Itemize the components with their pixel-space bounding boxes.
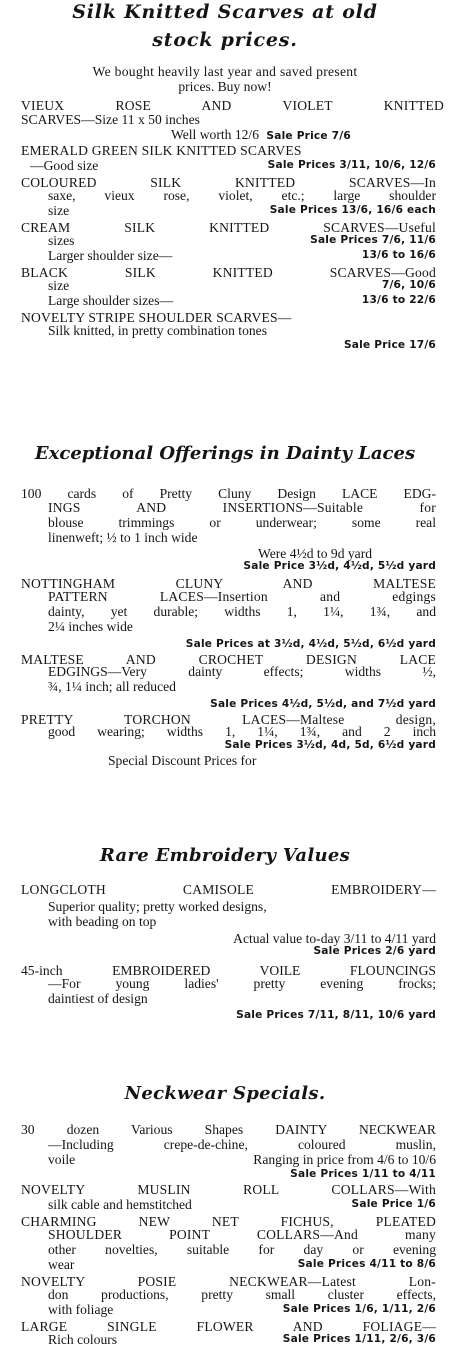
item-title-line-2: PATTERN LACES—Insertion and edgings xyxy=(48,589,436,604)
item-description: —Including crepe-de-chine, coloured muslin, xyxy=(48,1137,436,1152)
sale-price-larger: 13/6 to 16/6 xyxy=(361,249,436,261)
item-price-line xyxy=(0,637,450,652)
item-title: CREAM SILK KNITTED SCARVES—Useful xyxy=(21,220,436,235)
item-price-line xyxy=(0,1008,450,1023)
sale-price: Sale Prices 7/11, 8/11, 10/6 yard xyxy=(236,1009,436,1021)
item-description-text: silk cable and hemstitched xyxy=(48,1197,192,1212)
scarves-intro: We bought heavily last year and saved present xyxy=(92,64,358,79)
item-title: LARGE SINGLE FLOWER AND FOLIAGE— xyxy=(21,1319,436,1334)
sale-price: Sale Prices 13/6, 16/6 each xyxy=(269,204,436,216)
item-width: ¾, 1¼ inch; all reduced xyxy=(48,679,176,694)
sale-price: Sale Prices 1/11, 2/6, 3/6 xyxy=(282,1333,436,1345)
item-title: CHARMING NEW NET FICHUS, PLEATED xyxy=(21,1214,436,1229)
item-description: dainty, yet durable; widths 1, 1¼, 1¾, and xyxy=(48,604,436,619)
item-fabric: voile xyxy=(48,1152,76,1167)
item-description: —For young ladies' pretty evening frocks; xyxy=(48,976,436,991)
lace-item-cluny-cards xyxy=(0,466,450,572)
item-description-line-2 xyxy=(48,1152,450,1167)
item-price-line xyxy=(0,697,450,712)
item-description-text: wear xyxy=(48,1257,75,1272)
item-title: NOVELTY POSIE NECKWEAR—Latest Lon- xyxy=(21,1274,436,1289)
neckwear-item-dainty xyxy=(0,1106,450,1180)
item-price-line xyxy=(0,338,450,353)
item-title: BLACK SILK KNITTED SCARVES—Good xyxy=(21,265,436,280)
item-title: MALTESE AND CROCHET DESIGN LACE xyxy=(21,652,436,667)
item-description-line-2 xyxy=(48,1302,450,1317)
item-was-price: Were 4½d to 9d yard xyxy=(258,546,373,561)
sale-price: Sale Prices 1/11 to 4/11 xyxy=(290,1168,436,1180)
embroidery-section xyxy=(0,844,450,1021)
item-worth-text: Well worth 12/6 xyxy=(171,127,260,142)
neckwear-section xyxy=(0,1082,450,1347)
sale-price: Sale Prices 3/11, 10/6, 12/6 xyxy=(267,159,436,171)
item-title: EMERALD GREEN SILK KNITTED SCARVES xyxy=(21,143,302,158)
laces-heading: Exceptional Offerings in Dainty Laces xyxy=(34,443,416,464)
sale-price: Sale Price 17/6 xyxy=(343,339,436,351)
embroidery-heading: Rare Embroidery Values xyxy=(99,845,351,866)
item-description: Superior quality; pretty worked designs, xyxy=(48,899,267,914)
scarves-heading: Silk Knitted Scarves at old xyxy=(72,1,378,23)
embroidery-item-camisole xyxy=(0,868,450,957)
item-title: VIEUX ROSE AND VIOLET KNITTED xyxy=(21,98,444,113)
item-description-line-2 xyxy=(48,1257,450,1272)
item-description xyxy=(48,1332,450,1347)
item-title: PRETTY TORCHON LACES—Maltese design, xyxy=(21,712,436,727)
scarves-intro-line-2: prices. Buy now! xyxy=(178,79,272,94)
sale-price: Sale Price 7/6 xyxy=(266,130,351,142)
item-title: 100 cards of Pretty Cluny Design LACE EDG- xyxy=(21,486,436,501)
scarves-section xyxy=(0,0,450,351)
sale-price: Sale Prices 1/6, 1/11, 2/6 xyxy=(282,1303,436,1315)
scarves-heading-line-2: stock prices. xyxy=(152,29,298,51)
item-description-text: —Good size xyxy=(30,158,99,173)
sale-price: Sale Price 1/6 xyxy=(351,1198,436,1210)
item-price-line xyxy=(0,738,450,753)
item-description-text: Rich colours xyxy=(48,1332,118,1347)
item-size-text: size xyxy=(48,278,70,293)
item-price-line xyxy=(0,944,450,959)
laces-section xyxy=(0,442,450,768)
item-description: Silk knitted, in pretty combination tones xyxy=(48,323,267,338)
sale-price: Sale Prices 2/6 yard xyxy=(313,945,436,957)
item-size xyxy=(48,278,450,293)
item-larger-size-text: Larger shoulder size— xyxy=(48,248,173,263)
item-title-line-2: INGS AND INSERTIONS—Suitable for xyxy=(48,500,436,515)
item-description xyxy=(48,1197,450,1212)
sale-price: Sale Prices at 3½d, 4½d, 5½d, 6½d yard xyxy=(185,638,436,650)
sale-price: Sale Prices 4/11 to 8/6 xyxy=(297,1258,436,1270)
item-width: linenweft; ½ to 1 inch wide xyxy=(48,530,198,545)
item-larger-size xyxy=(48,293,450,308)
item-size xyxy=(48,233,450,248)
item-actual-value: Actual value to-day 3/11 to 4/11 yard xyxy=(233,931,436,946)
item-title: NOVELTY MUSLIN ROLL COLLARS—With xyxy=(21,1182,436,1197)
item-description: SCARVES—Size 11 x 50 inches xyxy=(21,112,200,127)
item-description-line-2: daintiest of design xyxy=(48,991,148,1006)
item-title: 45-inch EMBROIDERED VOILE FLOUNCINGS xyxy=(21,963,436,978)
sale-price: Sale Prices 3½d, 4d, 5d, 6½d yard xyxy=(224,739,436,751)
item-description-text: with foliage xyxy=(48,1302,114,1317)
sale-price: Sale Prices 4½d, 5½d, and 7½d yard xyxy=(210,698,436,710)
item-description: don productions, pretty small cluster effects, xyxy=(48,1287,436,1302)
sale-price: 7/6, 10/6 xyxy=(381,279,436,291)
item-title: 30 dozen Various Shapes DAINTY NECKWEAR xyxy=(21,1122,436,1137)
item-worth xyxy=(171,127,450,144)
item-larger-size xyxy=(48,248,450,263)
item-price-line xyxy=(0,559,450,574)
item-size xyxy=(48,203,450,218)
item-size-text: size xyxy=(48,203,70,218)
neckwear-heading: Neckwear Specials. xyxy=(124,1083,326,1104)
item-description xyxy=(30,158,450,173)
item-description: EDGINGS—Very dainty effects; widths ½, xyxy=(48,664,436,679)
item-title-line-2: SHOULDER POINT COLLARS—And many xyxy=(48,1227,436,1242)
item-width: 2¼ inches wide xyxy=(48,619,133,634)
item-description: good wearing; widths 1, 1¼, 1¾, and 2 inch xyxy=(48,724,436,739)
sale-price: Sale Prices 7/6, 11/6 xyxy=(310,234,436,246)
item-price-line xyxy=(0,1167,450,1182)
item-description: saxe, vieux rose, violet, etc.; large shoulder xyxy=(48,188,436,203)
item-title: LONGCLOTH CAMISOLE EMBROIDERY— xyxy=(21,882,436,897)
item-size-text: sizes xyxy=(48,233,75,248)
sale-price: Sale Price 3½d, 4½d, 5½d yard xyxy=(243,560,436,572)
item-discount-note: Special Discount Prices for xyxy=(108,753,257,768)
item-description: other novelties, suitable for day or evening xyxy=(48,1242,436,1257)
sale-price-larger: 13/6 to 22/6 xyxy=(361,294,436,306)
item-title: NOVELTY STRIPE SHOULDER SCARVES— xyxy=(21,310,292,325)
item-description: blouse trimmings or underwear; some real xyxy=(48,515,436,530)
item-price-range: Ranging in price from 4/6 to 10/6 xyxy=(253,1152,436,1167)
item-larger-size-text: Large shoulder sizes— xyxy=(48,293,174,308)
item-title: NOTTINGHAM CLUNY AND MALTESE xyxy=(21,576,436,591)
item-description-line-2: with beading on top xyxy=(48,914,157,929)
item-title: COLOURED SILK KNITTED SCARVES—In xyxy=(21,175,436,190)
